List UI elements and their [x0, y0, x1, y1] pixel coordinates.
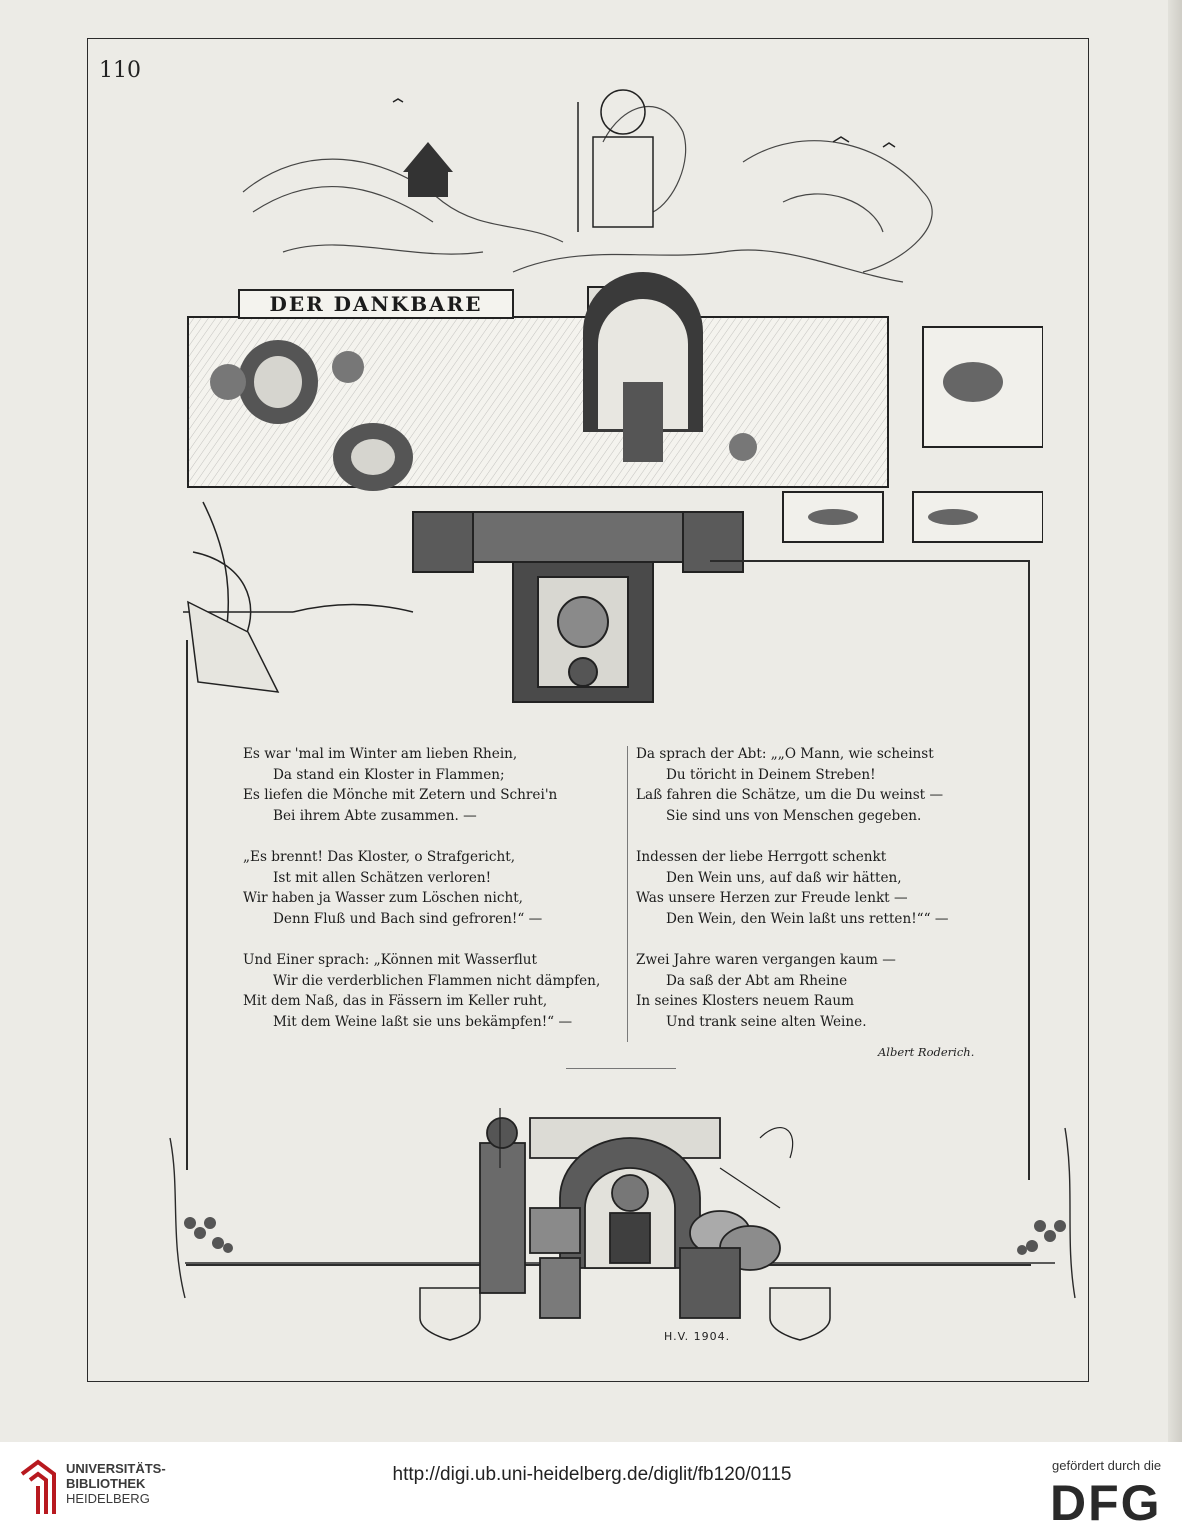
poem-line: Da sprach der Abt: „„O Mann, wie scheinst [636, 746, 934, 762]
institution-line2: BIBLIOTHEK [66, 1476, 146, 1491]
stanza [636, 847, 994, 929]
header-illustration [183, 82, 1043, 707]
poem-line: Zwei Jahre waren vergangen kaum — [636, 951, 896, 968]
poem-line: Es war 'mal im Winter am lieben Rhein, [243, 746, 518, 762]
poem-line: Indessen der liebe Herrgott schenkt [636, 848, 887, 865]
institution-line3: HEIDELBERG [66, 1491, 150, 1506]
inner-frame-left [186, 640, 188, 1170]
poem-line: Was unsere Herzen zur Freude lenkt — [636, 890, 908, 907]
stanza [636, 950, 994, 1032]
poem-line: Ist mit allen Schätzen verloren! [273, 869, 492, 886]
cellar-scene-illustration [160, 1098, 1088, 1360]
poem-line: Wir die verderblichen Flammen nicht dämpfen, [273, 972, 601, 989]
poem-author: Albert Roderich. [878, 1045, 975, 1059]
poem-left-column [243, 744, 621, 1053]
poem-right-column [636, 744, 994, 1053]
poem-line: Da stand ein Kloster in Flammen; [273, 766, 505, 783]
footer-illustration [160, 1098, 1088, 1360]
digitization-footer [0, 1442, 1182, 1535]
page-edge [1168, 0, 1182, 1442]
poem-line: Und trank seine alten Weine. [666, 1013, 867, 1030]
inner-frame-right [1028, 560, 1030, 1180]
poem-line: Bei ihrem Abte zusammen. — [273, 807, 477, 824]
poem-line: Wir haben ja Wasser zum Löschen nicht, [243, 890, 523, 907]
poem-line: In seines Klosters neuem Raum [636, 993, 854, 1010]
section-rule [566, 1068, 676, 1069]
illustrator-signature: H.V. 1904. [664, 1330, 731, 1343]
poem-title-banner: DER DANKBARE [238, 289, 514, 319]
inner-frame-top [710, 560, 1030, 562]
poem-line: „Es brennt! Das Kloster, o Strafgericht, [243, 848, 516, 865]
stanza [636, 744, 994, 826]
poem-line: Und Einer sprach: „Können mit Wasserflut [243, 951, 538, 968]
funding-label: gefördert durch die [1052, 1458, 1162, 1473]
permalink-url[interactable]: http://digi.ub.uni-heidelberg.de/diglit/fb120/0115 [392, 1464, 792, 1485]
poem-line: Den Wein, den Wein laßt uns retten!““ — [666, 910, 949, 927]
monastery-fire-illustration [183, 82, 1043, 707]
poem-line: Denn Fluß und Bach sind gefroren!“ — [273, 910, 543, 927]
poem-line: Es liefen die Mönche mit Zetern und Schrei'n [243, 787, 558, 804]
poem-line: Mit dem Naß, das in Fässern im Keller ruht, [243, 993, 548, 1010]
poem-line: Da saß der Abt am Rheine [666, 972, 848, 989]
page-number: 110 [99, 58, 141, 83]
institution-line1: UNIVERSITÄTS- [66, 1461, 166, 1476]
poem-line: Laß fahren die Schätze, um die Du weinst — [636, 787, 944, 804]
stanza [243, 744, 621, 826]
poem-line: Den Wein uns, auf daß wir hätten, [666, 869, 902, 886]
university-library-logo-icon[interactable] [16, 1458, 60, 1518]
stanza [243, 950, 621, 1032]
stanza [243, 847, 621, 929]
poem-line: Sie sind uns von Menschen gegeben. [666, 807, 922, 824]
dfg-logo-icon[interactable]: DFG [1050, 1475, 1162, 1531]
poem-line: Du töricht in Deinem Streben! [666, 766, 876, 783]
poem-line: Mit dem Weine laßt sie uns bekämpfen!“ — [273, 1013, 573, 1030]
institution-name [66, 1461, 166, 1506]
column-divider [627, 746, 628, 1042]
